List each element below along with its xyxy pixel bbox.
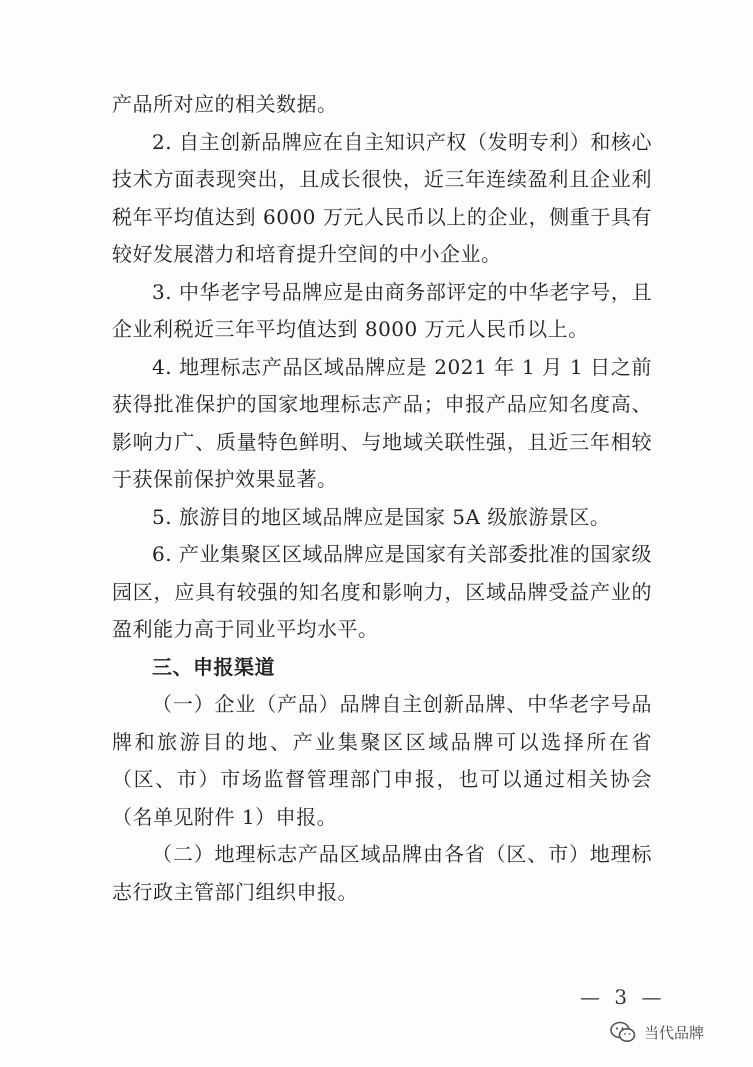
paragraph-item-2: 2. 自主创新品牌应在自主知识产权（发明专利）和核心技术方面表现突出，且成长很快，近三年连续盈利且企业利税年平均值达到 6000 万元人民币以上的企业，侧重于具有较好发展潜力和培育提升空间的中小企业。 xyxy=(112,129,652,266)
document-body xyxy=(112,86,652,911)
paragraph-channel-1: （一）企业（产品）品牌自主创新品牌、中华老字号品牌和旅游目的地、产业集聚区区域品牌可以选择所在省（区、市）市场监督管理部门申报，也可以通过相关协会（名单见附件 1）申报。 xyxy=(112,692,652,829)
paragraph-item-6: 6. 产业集聚区区域品牌应是国家有关部委批准的国家级园区，应具有较强的知名度和影响力，区域品牌受益产业的盈利能力高于同业平均水平。 xyxy=(112,542,652,641)
watermark-text: 当代品牌 xyxy=(644,1023,705,1042)
watermark xyxy=(610,1021,704,1043)
page-number: — 3 — xyxy=(580,985,666,1009)
section-heading: 三、申报渠道 xyxy=(152,654,275,679)
paragraph-channel-2: （二）地理标志产品区域品牌由各省（区、市）地理标志行政主管部门组织申报。 xyxy=(112,842,652,904)
paragraph-item-3: 3. 中华老字号品牌应是由商务部评定的中华老字号，且企业利税近三年平均值达到 8000 万元人民币以上。 xyxy=(112,279,652,341)
paragraph-item-5: 5. 旅游目的地区域品牌应是国家 5A 级旅游景区。 xyxy=(152,504,611,529)
paragraph-continuation: 产品所对应的相关数据。 xyxy=(112,92,338,116)
paragraph-item-4: 4. 地理标志产品区域品牌应是 2021 年 1 月 1 日之前获得批准保护的国家地理标志产品；申报产品应知名度高、影响力广、质量特色鲜明、与地域关联性强，且近三年相较于获保前保护效果显著。 xyxy=(112,354,652,491)
wechat-icon xyxy=(610,1021,636,1043)
